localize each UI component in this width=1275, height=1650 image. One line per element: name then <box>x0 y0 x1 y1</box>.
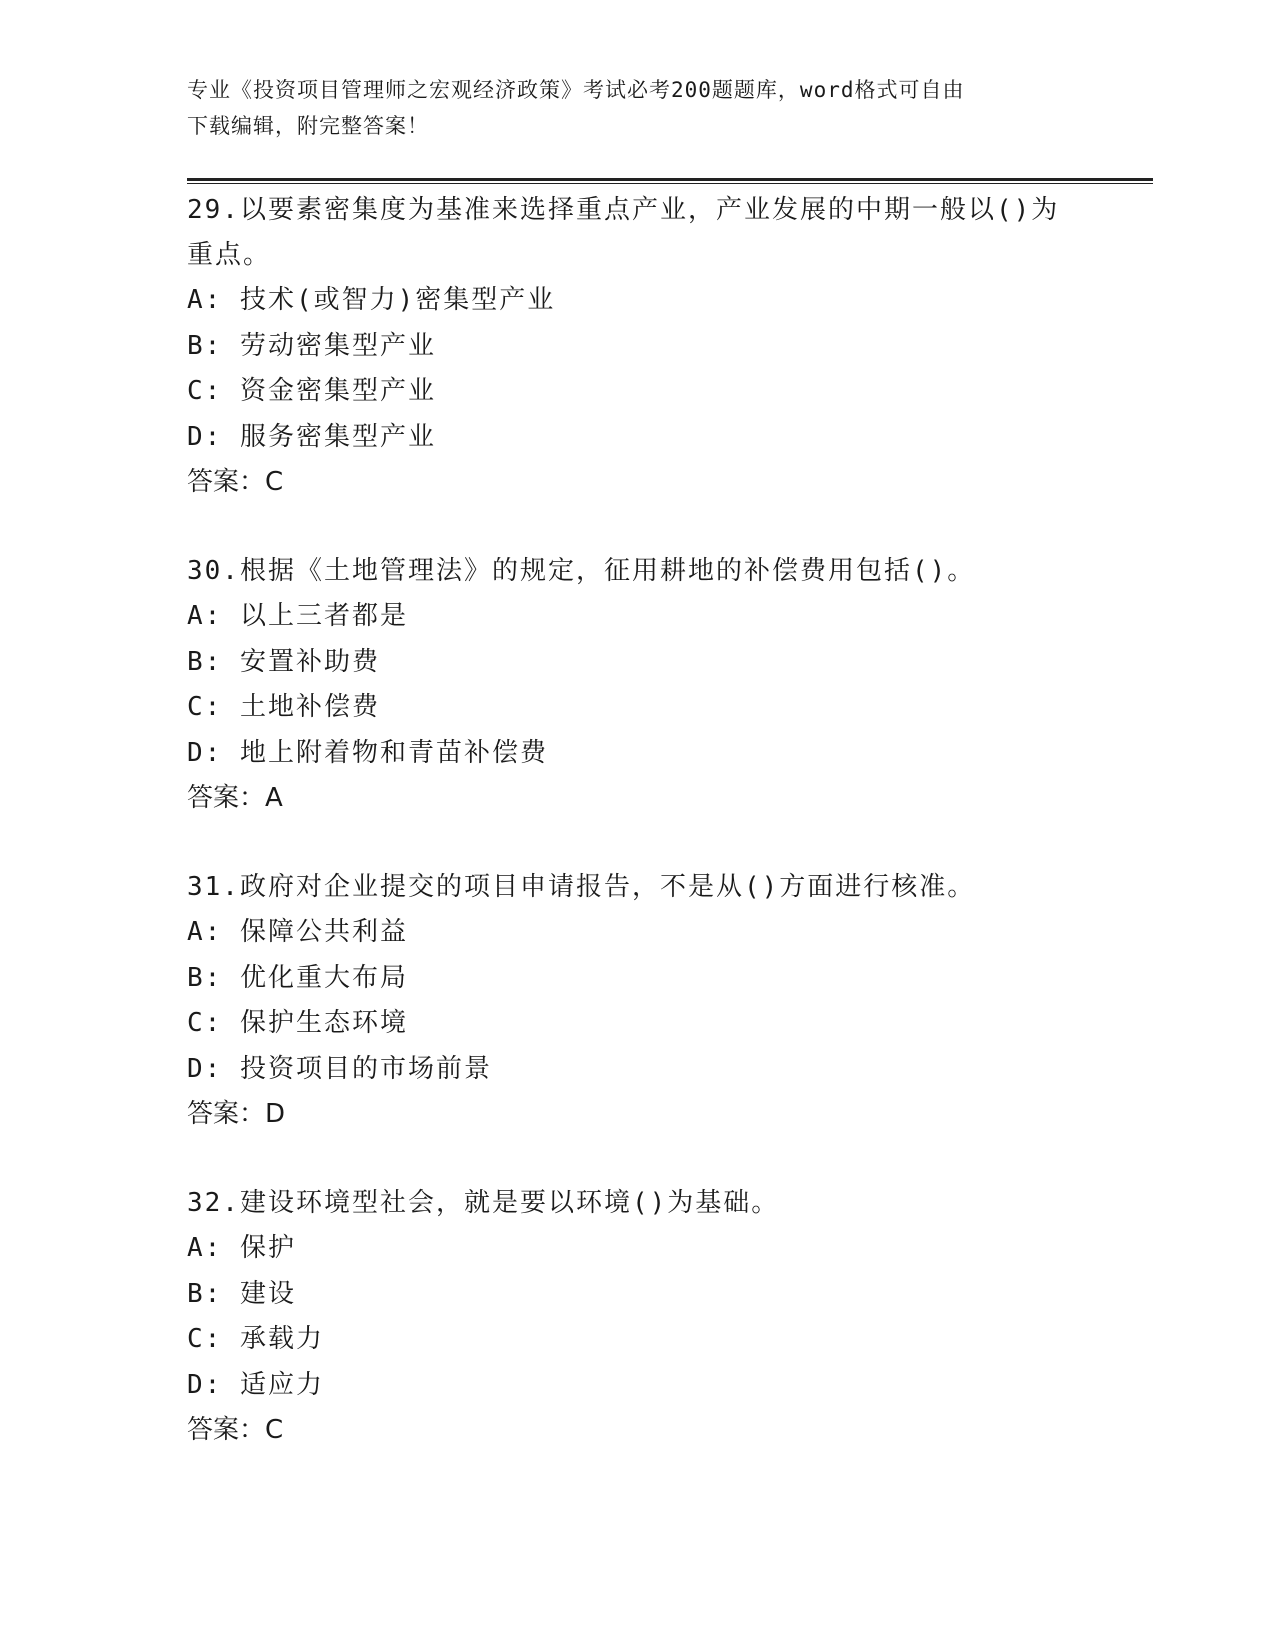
question-text: 30.根据《土地管理法》的规定，征用耕地的补偿费用包括()。 <box>187 556 976 586</box>
question-text: 31.政府对企业提交的项目申请报告，不是从()方面进行核准。 <box>187 872 976 902</box>
answer-line: 答案：C <box>187 467 284 497</box>
option-d: D: 适应力 <box>187 1369 324 1400</box>
option-c: C: 土地补偿费 <box>187 692 380 722</box>
option-c: C: 资金密集型产业 <box>187 376 436 406</box>
answer-line: 答案：D <box>187 1099 286 1129</box>
option-b: B: 建设 <box>187 1278 296 1309</box>
header-line-1: 专业《投资项目管理师之宏观经济政策》考试必考200题题库，word格式可自由 <box>187 78 965 102</box>
question-text: 29.以要素密集度为基准来选择重点产业，产业发展的中期一般以()为重点。 <box>187 195 1060 270</box>
answer-line: 答案：C <box>187 1415 284 1445</box>
answer-line: 答案：A <box>187 783 283 813</box>
document-header <box>187 72 1087 144</box>
question-item <box>187 865 1087 1137</box>
question-item <box>187 1181 1087 1453</box>
option-b: B: 劳动密集型产业 <box>187 330 436 361</box>
option-d: D: 地上附着物和青苗补偿费 <box>187 737 548 768</box>
option-a: A: 保护 <box>187 1233 296 1263</box>
option-d: D: 投资项目的市场前景 <box>187 1053 492 1084</box>
question-item <box>187 188 1087 505</box>
option-c: C: 承载力 <box>187 1324 324 1354</box>
header-line-2: 下载编辑，附完整答案！ <box>187 114 429 138</box>
option-c: C: 保护生态环境 <box>187 1008 408 1038</box>
question-item <box>187 549 1087 821</box>
option-d: D: 服务密集型产业 <box>187 421 436 452</box>
question-text: 32.建设环境型社会，就是要以环境()为基础。 <box>187 1188 780 1218</box>
option-a: A: 保障公共利益 <box>187 917 408 947</box>
header-divider-thick <box>187 178 1153 181</box>
option-b: B: 优化重大布局 <box>187 962 408 993</box>
option-b: B: 安置补助费 <box>187 646 380 677</box>
option-a: A: 以上三者都是 <box>187 601 408 631</box>
question-list <box>187 188 1087 1497</box>
header-divider-thin <box>187 183 1153 184</box>
option-a: A: 技术(或智力)密集型产业 <box>187 285 556 315</box>
